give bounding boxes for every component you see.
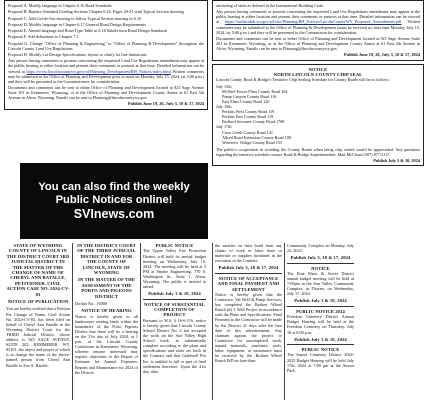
lower-right-columns	[212, 243, 428, 400]
notice-paragraph: You are hereby notified that a Petition For Change of Name, Civil Action No. 2024-CV-83, has been filed on behalf of Cheryl Ann Batalle in the Wyoming District Court for the THIRD Judicial District, whose address is 925 SAGE AVENUE, SUITE 202, KEMMERER, WY, 83101, the object and prayer of which is to change the name of the above-named person from Cheryl Ann Batalle to Zoe A. Batalle.	[6, 306, 70, 368]
schedule-line: East Elms County Road 120	[222, 98, 270, 104]
notice-url-link[interactable]: https://www.lincolncountywy.gov/rol/Planning_Development/RH_Notices/index.html	[26, 68, 171, 74]
notice-title: NOTICE	[308, 66, 328, 72]
lower-left-columns	[4, 243, 212, 400]
notice-paragraph	[216, 9, 420, 34]
notice-land-use-amendments	[4, 0, 208, 160]
publish-dates: Publish July 3, 10 & 17, 2024	[290, 255, 351, 261]
schedule-line: Bedford Sewanee County Road 1768	[222, 119, 285, 125]
schedule-line: Perkins East County Road 119	[222, 114, 274, 120]
notice-paragraph: Freedom Cemetery District Annual Budget Hearing will be held at the Freedom Cemetery on Thursday, July 18 at 6:00 p.m.	[287, 314, 354, 335]
column-acceptance	[212, 243, 284, 400]
ad-line-1: You can also find the weekly	[38, 180, 190, 193]
notice-paragraph: Pursuant to W.S. § 16-6-116, notice is hereby given that Lincoln County School District No. 2 has accepted the work on the Star Valley High School track, as substantially complete according to the plans and specifications and rules set forth in the Contract and that Guildwell Pro Inc. is entitled to full or part of final settlement therefore. Upon the 41st day, after	[143, 317, 206, 374]
notice-paragraph: The public's cooperation in avoiding the County Roads when being chip sealed would be appreciated. Any questions regarding the tentative schedule contact Road & Bridge Superintendent, Matt McCloud (307) 877-2117.	[216, 146, 420, 157]
notice-box-land-use	[4, 0, 208, 110]
schedule-line: July 15th	[216, 83, 232, 89]
publish-dates: Publish July 3 & 10, 2024	[294, 336, 347, 342]
notice-paragraph: The Smoot Cemetery District 2024-2025 Budget Hearing will be held July 17th, 2024 at 7:00 pm at the Smoot Park.	[287, 352, 354, 373]
notice-title: STATE OF WYOMING COUNTY OF LINCOLN IN THE DISTRICT COURT 3RD JUDICIAL DISTRICT IN THE MATTER OF THE CHANGE OF NAME OF CHERYL ANN BATALLE, PETITIONER. CIVIL ACTION CASE NO. 2024-CV-83	[6, 243, 70, 297]
notice-paragraph	[8, 58, 204, 83]
schedule-line: Crow Creek County Road 141	[222, 129, 273, 135]
proposal-line: Proposal A. Modify language in Chapter 6.16 Road Standards	[8, 3, 112, 8]
ad-line-2: Public Notices online!	[55, 193, 173, 206]
notice-paragraph-text: Written comments may be submitted to the Office of Planning & Development (must be received no later than Monday, July 15, 2024, by 5:00 p.m.) and they will be presented to the Commission for consideration.	[216, 19, 420, 35]
notice-paragraph: Community Complex on Monday, July 22, 2024.	[287, 243, 354, 254]
notice-box-regulations	[212, 0, 424, 61]
notice-title: NOTICE	[311, 265, 330, 271]
schedule-line: Perkins West County Road 119	[222, 109, 275, 115]
notice-paragraph-text: Any person having comments or protests concerning the requested Land Use Regulations amendment may appear at the public hearing at either location and present their comments or protests at that time. Detailed information can be viewed at	[216, 9, 420, 25]
proposal-line: Proposal G. Change "Office of Planning & Engineering" to "Office of Planning & Development" throughout the Lincoln County Land Use Regulations	[8, 40, 204, 51]
notice-title: PUBLIC NOTICE	[155, 243, 194, 248]
notice-paragraph-text: Any person having comments or protests concerning the requested Land Use Regulations amendment may appear at the public hearing at either location and present their comments or protests at that time. Detailed information can be viewed at	[8, 58, 204, 74]
proposal-line: Proposal F. Add definitions to Chapter 7.1	[8, 34, 79, 40]
publish-dates: Publish July 3 & 10, 2024	[148, 291, 201, 297]
divider	[287, 306, 354, 307]
notice-paragraph: Notice is hereby given to all landowners owning lands within the boundaries of the Porto Pigeons District that there will be a hearing on the 31st day of July 2024, at 1 p.m. at the Lincoln County Courthouse in Kemmerer, Wyoming, wherein anyone interested may register objections to the Report of Estimate for Annual Expenses, Repairs and Maintenance for 2024 of the District.	[75, 313, 138, 375]
notice-paragraph: Notice is hereby given that the Contractor, Val Wolf & Pump Services, has completed the Broken Wheel Ranch (#1-1 Well Project in accordance with the Plans and Specifications. Final Payment to the Contractor will be made by the District 41 days after the first date of this advertisement. Any claimant against the project or Contractor for uncompleted work, unpaid materials, machines, tools, labor, equipment, or sustenance must be received by the Broken Wheel Ranch ISD no later than	[215, 292, 282, 364]
proposal-line: Proposal D. Modify language in Chapter 6.17 General Road Design Requirements	[8, 21, 146, 27]
notice-title-2: IN THE MATTER OF THE ASSESSMENT OF THE PORTO AND PIGEONS DISTRICT	[78, 277, 135, 299]
column-budget-notices	[284, 243, 356, 400]
publish-dates: Publish July 3 & 10, 2024	[373, 158, 420, 164]
online-notices-ad[interactable]	[20, 163, 208, 239]
notice-box-chip-seal	[212, 64, 424, 167]
column-public-notice	[140, 243, 208, 400]
notice-paragraph: The Etna Water & Sewer District annual budget meeting will be held at 7:00pm in the Star Valley Community Complex, in Thayne, on Wednesday, July 17, 2024.	[287, 271, 354, 297]
column-empty	[356, 243, 428, 400]
publish-dates: Publish June 19, 26, July 3, 10 & 17, 2024	[343, 52, 420, 58]
schedule-line: July 16th	[216, 104, 232, 110]
docket-number: Docket No.: 16008	[75, 301, 107, 307]
notice-title: PUBLIC NOTICE 2024	[296, 308, 345, 314]
column-assessment	[72, 243, 140, 400]
proposal-line: Proposal H. Modify Lot Design Specifications, layout to clarify lot line limitations	[8, 52, 147, 58]
column-name-change	[4, 243, 72, 400]
divider	[143, 299, 206, 300]
notice-title: NOTICE OF ACCEPTANCE AND FINAL PAYMENT AND SETTLEMENT	[217, 275, 280, 292]
publish-dates: Publish June 19, 26, July 3, 10 & 17, 2024	[127, 101, 204, 107]
notice-title-2: NOTICE OF SUBSTANTIAL COMPLETION OF PROJECT	[144, 301, 205, 318]
notice-intro: Lincoln County Road & Bridge's Tentative Chip Sealing Schedule for County Roads will be as follows:	[216, 77, 390, 83]
proposal-line: Proposal B. Replace Standard Grading Sections Chapter 6.16, Pages 20-21 with Typical Section drawing	[8, 9, 184, 15]
notice-subtitle: NOTICE OF HEARING	[81, 308, 132, 314]
notice-paragraph: anchoring of units as defined in the International Building Code.	[216, 3, 325, 8]
divider	[287, 263, 354, 264]
schedule-line: Pump Canyon County Road 116	[222, 93, 277, 99]
notice-title: PUBLIC NOTICE	[301, 347, 340, 353]
notice-url-link[interactable]: https://ioslincolnb.wy.gov/rol/site/Planning/RH_Notices/LincolnCountyWY_Proposed_Amendments.pdf	[225, 19, 402, 25]
publish-dates: Publish July 3, 10 & 17, 2024	[218, 265, 279, 271]
notice-paragraph: Documents and comments can be sent to either Office of Planning and Development located at 925 Sage Avenue Suite 201 in Kemmerer, Wyoming, or at the Office of Planning and Development County Annex at 61 East 5th Avenue in Afton, Wyoming. Emails can be sent to Planning@lincolncountywy.gov.	[8, 85, 204, 101]
notice-paragraph-text: Written comments may be submitted to the Office of Planning and Development prior to noon on Monday, July 15, 2024, (at 5:00 p.m.) and they will be presented to the Commissioners for consideration.	[8, 68, 204, 84]
notice-paragraph: The Upper Valley Fire Protection District will hold its annual budget meeting on Wednesday, July 10, 2024. The meeting will be held at 5 PM at Smoke Engineering, 770 S. Washington St., Suite 1, Afton, Wyoming. The public is invited to attend.	[143, 248, 206, 290]
schedule-line: McNeel Power Plant County Road 104	[222, 88, 288, 94]
notice-paragraph: the sureties on their bond from any claims of work or labor done or materials or supplies furnished in the execution of the Contract.	[215, 243, 282, 264]
divider	[287, 344, 354, 345]
ad-site-link[interactable]: SVInews.com	[73, 206, 155, 221]
notice-title: IN THE DISTRICT COURT OF THE THIRD JUDICIAL DISTRICT IN AND FOR THE COUNTY OF LINCOLN, STATE OF WYOMING	[77, 243, 136, 276]
proposal-line: Proposal E. Amend language and Road Type Table in 6.18 Subdivision Road Design Standards	[8, 28, 168, 34]
schedule-line: Westview Village County Road 153	[222, 139, 283, 145]
publish-dates: Publish July 3 & 10, 2024	[294, 298, 347, 304]
divider	[215, 273, 282, 274]
notice-subtitle: NOTICE OF PUBLICATION	[7, 299, 69, 305]
notice-subtitle: NORTH LINCOLN COUNTY CHIP SEAL	[273, 72, 363, 78]
schedule-line: July 17th	[216, 124, 232, 130]
notice-paragraph: Documents and comments can be sent to either Office of Planning and Development located at 925 Sage Avenue Suite 201 in Kemmerer, Wyoming, or at the Office of Planning and Development County Annex at 61 East 5th Avenue in Afton, Wyoming. Emails can be sent to Planning@lincolncountywy.gov.	[216, 35, 420, 52]
schedule-line: Allred Road Extension County Road 108	[222, 134, 291, 140]
proposal-line: Proposal C. Add Cul-de-Sac drawing to follow Typical Section drawing in 6.16	[8, 15, 142, 21]
